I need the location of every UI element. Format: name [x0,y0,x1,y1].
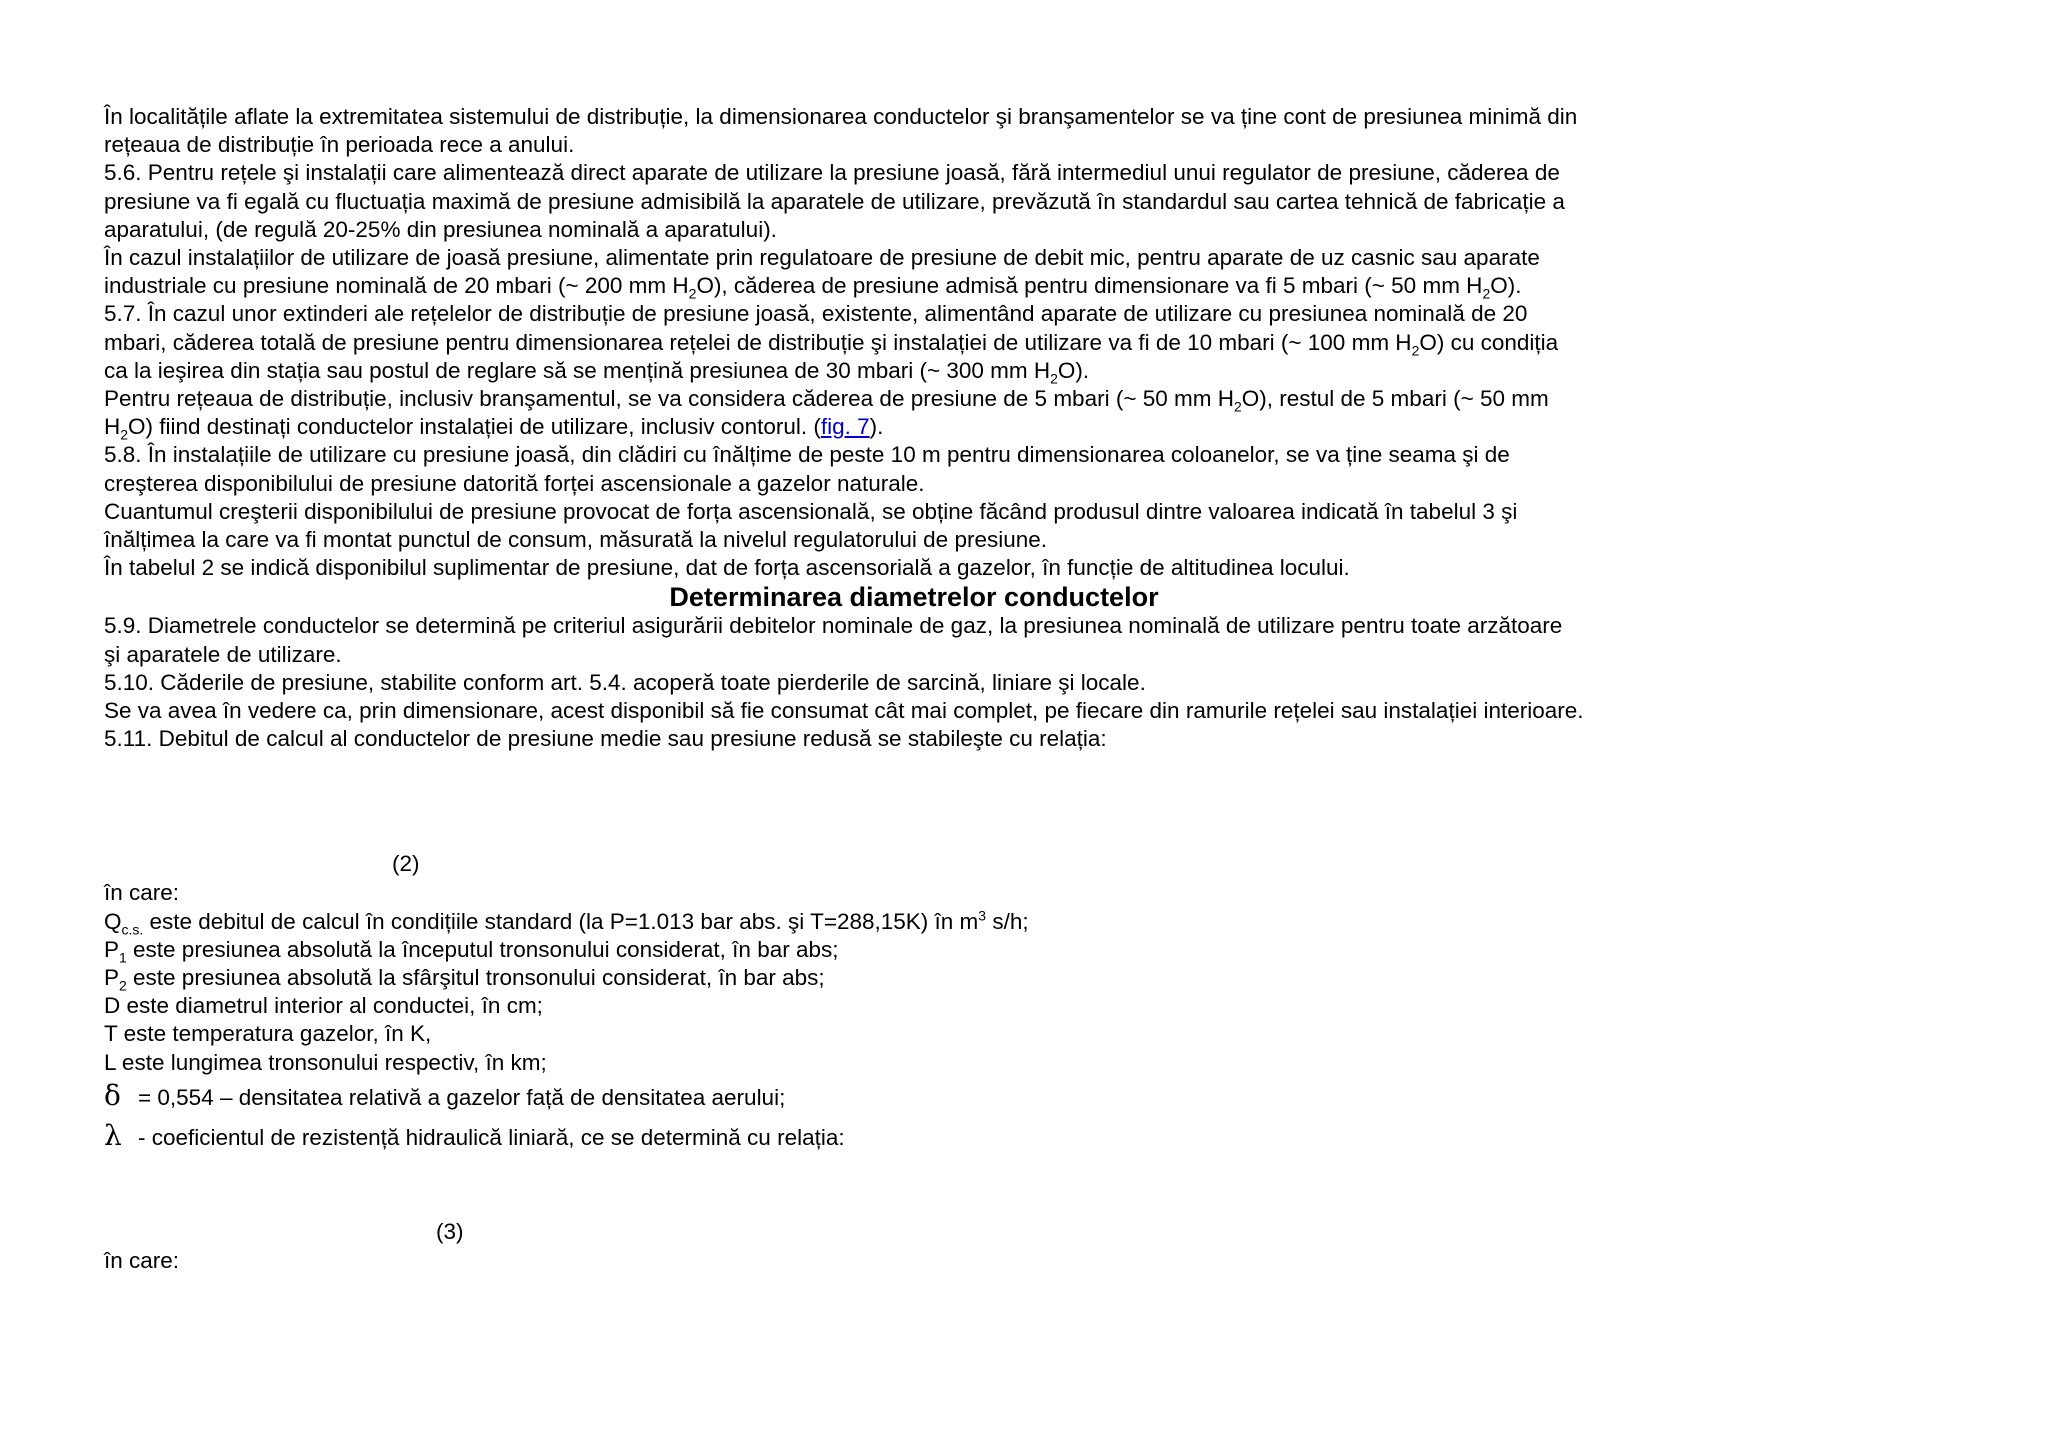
subscript: 2 [688,285,697,302]
paragraph-line: aparatului, (de regulă 20-25% din presiunea nominală a aparatului). [104,216,777,242]
equation-3-number: (3) [436,1218,464,1244]
definition-delta [104,1077,1804,1117]
subscript: 2 [1050,370,1058,387]
document-body [104,103,1804,1275]
definition-t: T este temperatura gazelor, în K, [104,1021,432,1047]
text-fragment: ). [869,414,884,440]
text-fragment: = 0,554 – densitatea relativă a gazelor față de densitatea aerului; [138,1084,786,1110]
subscript: 2 [1411,342,1420,359]
subscript: 2 [1482,285,1491,302]
text-fragment: O) fiind destinați conductelor instalației de utilizare, inclusiv contorul. ( [128,414,821,440]
text-fragment: este presiunea absolută la sfârşitul tronsonului considerat, în bar abs; [126,965,825,991]
text-fragment: O), căderea de presiune admisă pentru dimensionare va fi 5 mbari (~ 50 mm H [696,273,1483,299]
text-fragment: industriale cu presiune nominală de 20 mbari (~ 200 mm H [104,273,689,299]
in-care-label: în care: [104,880,180,906]
definition-p1 [104,936,1804,964]
definition-q [104,908,1804,936]
formula-3-area [104,1157,1804,1217]
paragraph-line: creşterea disponibilului de presiune datorită forței ascensionale a gazelor naturale. [104,470,925,496]
paragraph-line [104,329,1804,357]
text-fragment: O). [1057,357,1090,383]
paragraph-line: Cuantumul creşterii disponibilului de presiune provocat de forța ascensională, se obține făcând produsul dintre valoarea indicată în tabelul 3 şi [104,498,1518,524]
paragraph-line: În tabelul 2 se indică disponibilul suplimentar de presiune, dat de forța ascensorială a gazelor, în funcție de altitudinea locului. [104,555,1350,581]
paragraph-line: şi aparatele de utilizare. [104,641,342,667]
figure-7-link[interactable]: fig. 7 [820,414,870,440]
equation-2-number: (2) [392,851,420,877]
paragraph-line: 5.11. Debitul de calcul al conductelor de presiune medie sau presiune redusă se stabileşte cu relația: [104,726,1107,752]
paragraph-line: 5.6. Pentru rețele şi instalații care alimentează direct aparate de utilizare la presiune joasă, fără intermediul unui regulator de presiune, căderea de [104,160,1560,186]
paragraph-line: În localitățile aflate la extremitatea sistemului de distribuție, la dimensionarea conductelor şi branşamentelor se va ține cont de presiunea minimă din [104,104,1578,129]
paragraph-line: rețeaua de distribuție în perioada rece a anului. [104,132,575,158]
paragraph-line [104,413,1804,441]
text-fragment: - coeficientul de rezistență hidraulică liniară, ce se determină cu relația: [138,1124,845,1150]
delta-symbol: δ [104,1078,121,1112]
paragraph-line [104,272,1804,300]
symbol-p: P [104,936,120,962]
definition-l: L este lungimea tronsonului respectiv, în km; [104,1049,547,1075]
paragraph-line: presiune va fi egală cu fluctuația maximă de presiune admisibilă la aparatele de utilizare, prevăzută în standardul sau cartea tehnică de fabricație a [104,188,1565,214]
in-care-label: în care: [104,1247,180,1273]
text-fragment: ca la ieşirea din stația sau postul de reglare să se mențină presiunea de 30 mbari (~ 300 mm H [104,357,1051,383]
text-fragment: Pentru rețeaua de distribuție, inclusiv branşamentul, se va considera căderea de presiune de 5 mbari (~ 50 mm H [104,386,1234,412]
subscript: 2 [119,977,127,994]
subscript: 2 [120,426,129,443]
definition-lambda [104,1117,1804,1157]
subscript: c.s. [121,921,144,938]
formula-2-area [104,753,1804,849]
text-fragment: este presiunea absolută la începutul tronsonului considerat, în bar abs; [126,936,839,962]
paragraph-line: 5.8. În instalațiile de utilizare cu presiune joasă, din clădiri cu înălțime de peste 10 m pentru dimensionarea coloanelor, se va ține seama şi de [104,442,1510,468]
symbol-p: P [104,965,120,991]
paragraph-line: Se va avea în vedere ca, prin dimensionare, acest disponibil să fie consumat cât mai complet, pe fiecare din ramurile rețelei sau instalației interioare. [104,698,1584,724]
text-fragment: este debitul de calcul în condițiile standard (la P=1.013 bar abs. şi T=288,15K) în m [143,908,979,934]
paragraph-line [104,385,1804,413]
paragraph-line: 5.9. Diametrele conductelor se determină pe criteriul asigurării debitelor nominale de gaz, la presiunea nominală de utilizare pentru toate arzătoare [104,613,1563,639]
text-fragment: O), restul de 5 mbari (~ 50 mm [1241,386,1549,412]
definition-d: D este diametrul interior al conductei, în cm; [104,993,543,1019]
lambda-symbol: λ [104,1118,122,1152]
paragraph-line [104,357,1804,385]
text-fragment: s/h; [986,908,1029,934]
paragraph-line: înălțimea la care va fi montat punctul de consum, măsurată la nivelul regulatorului de presiune. [104,527,1048,553]
subscript: 1 [119,949,127,966]
paragraph-line: În cazul instalațiilor de utilizare de joasă presiune, alimentate prin regulatoare de presiune de debit mic, pentru aparate de uz casnic sau aparate [104,245,1540,271]
text-fragment: mbari, căderea totală de presiune pentru dimensionarea rețelei de distribuție şi instalației de utilizare va fi de 10 mbari (~ 100 mm H [104,329,1412,355]
subscript: 2 [1233,398,1242,415]
symbol-q: Q [104,908,122,934]
paragraph-line: 5.10. Căderile de presiune, stabilite conform art. 5.4. acoperă toate pierderile de sarcină, liniare şi locale. [104,669,1146,695]
text-fragment: O) cu condiția [1419,329,1559,355]
section-heading: Determinarea diametrelor conductelor [669,582,1159,613]
superscript: 3 [978,907,987,924]
text-fragment: H [104,414,121,440]
text-fragment: O). [1490,273,1522,299]
paragraph-line: 5.7. În cazul unor extinderi ale rețelelor de distribuție de presiune joasă, existente, alimentând aparate de utilizare cu presiunea nominală de 20 [104,301,1528,327]
definition-p2 [104,964,1804,992]
